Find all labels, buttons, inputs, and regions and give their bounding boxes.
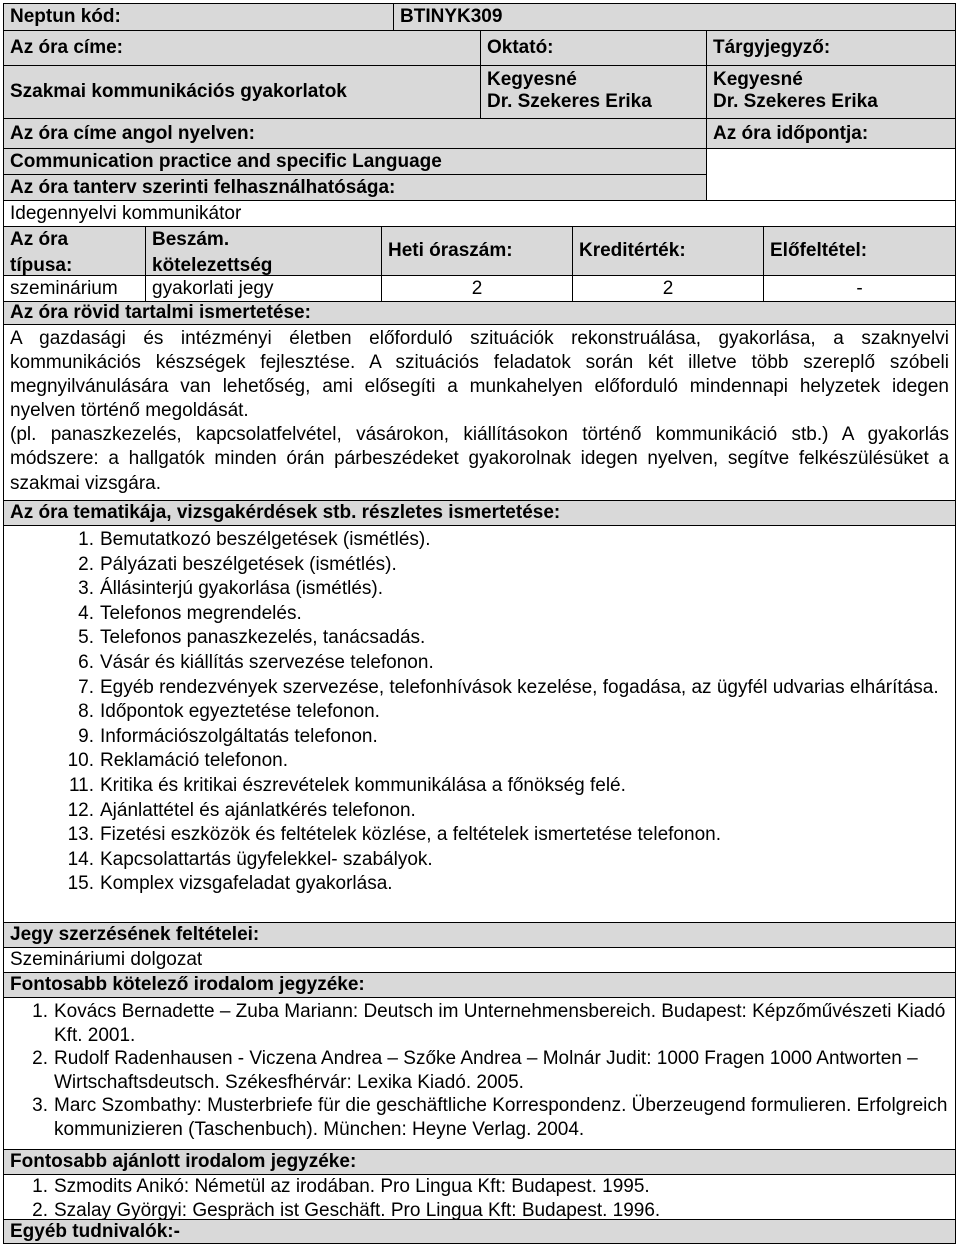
topic-item-text: Komplex vizsgafeladat gyakorlása. [100,873,393,895]
topic-item-number: 4. [78,602,94,624]
prerequisite-label: Előfeltétel: [763,226,956,276]
recommended-literature-item-text: Szmodits Anikó: Németül az irodában. Pro Lingua Kft: Budapest. 1995. [54,1176,650,1197]
required-literature-item-text: Kovács Bernadette – Zuba Mariann: Deutsch im Unternehmensbereich. Budapest: Képzőművészeti Kiadó Kft. 2001. [54,1001,946,1046]
required-literature-item [14,1094,949,1141]
prerequisite-value: - [763,275,956,302]
topic-item-text: Bemutatkozó beszélgetések (ismétlés). [100,529,431,550]
required-literature-body [3,997,956,1150]
course-type-label-line-2: típusa: [10,255,73,276]
teacher-name-line-2: Dr. Szekeres Erika [487,91,652,112]
required-literature-item-number: 1. [32,1001,48,1022]
topic-item-text: Kapcsolattartás ügyfelekkel- szabályok. [100,848,433,870]
topic-item-text: Vásár és kiállítás szervezése telefonon. [100,651,434,673]
required-literature-list [14,1000,949,1141]
topic-item [60,799,949,824]
topic-item-text: Információszolgáltatás telefonon. [100,725,378,747]
usage-value: Idegennyelvi kommunikátor [3,200,956,227]
required-literature-label: Fontosabb kötelező irodalom jegyzéke: [3,972,956,998]
teacher-label: Oktató: [480,30,707,66]
obligation-label-line-2: kötelezettség [152,255,273,276]
topic-item-text: Állásinterjú gyakorlása (ismétlés). [100,578,383,600]
topic-item-number: 11. [68,774,94,796]
topic-item-number: 5. [78,627,94,649]
topic-item [60,676,949,701]
other-info-label: Egyéb tudnivalók:- [3,1219,956,1244]
required-literature-item-number: 2. [32,1048,48,1069]
topics-list [60,528,949,897]
required-literature-item [14,1047,949,1094]
topic-item-text: Ajánlattétel és ajánlatkérés telefonon. [100,799,416,821]
course-time-label: Az óra időpontja: [706,118,956,149]
recommended-literature-item [14,1199,949,1221]
topic-item-number: 14. [67,848,94,870]
recommended-literature-item-text: Szalay Györgyi: Gespräch ist Geschäft. Pro Lingua Kft: Budapest. 1996. [54,1199,661,1220]
topic-item [60,872,949,897]
english-title-value: Communication practice and specific Language [3,148,707,175]
topic-item [60,577,949,602]
recommended-literature-item [14,1175,949,1199]
topic-item-text: Telefonos megrendelés. [100,602,302,624]
course-type-value: szeminárium [3,275,146,302]
grading-label: Jegy szerzésének feltételei: [3,922,956,948]
topic-item [60,528,949,553]
responsible-label: Tárgyjegyző: [706,30,956,66]
course-type-label [3,226,146,276]
topic-item-number: 10. [67,750,94,772]
topic-item-text: Kritika és kritikai észrevételek kommunikálása a főnökség felé. [100,774,626,796]
grading-value: Szemináriumi dolgozat [3,947,956,973]
topics-body [3,525,956,923]
recommended-literature-label: Fontosabb ajánlott irodalom jegyzéke: [3,1149,956,1175]
topic-item [60,774,949,799]
topic-item [60,848,949,873]
obligation-label-line-1: Beszám. [152,229,230,250]
topic-item [60,626,949,651]
required-literature-item-text: Rudolf Radenhausen - Viczena Andrea – Szőke Andrea – Molnár Judit: 1000 Fragen 1000 Antworten – Wirtschaftsdeutsch. Székesfhérvár: Lexika Kiadó. 2005. [54,1048,918,1093]
obligation-label [145,226,382,276]
neptun-code-value: BTINYK309 [393,3,956,31]
english-title-label: Az óra címe angol nyelven: [3,118,707,149]
course-syllabus-form [3,3,956,1244]
course-title-value: Szakmai kommunikációs gyakorlatok [3,65,481,119]
summary-body [3,324,956,501]
recommended-literature-list [14,1175,949,1220]
responsible-name-line-2: Dr. Szekeres Erika [713,91,878,112]
topic-item [60,651,949,676]
topic-item-text: Egyéb rendezvények szervezése, telefonhívások kezelése, fogadása, az ügyfél udvarias elhárítása. [100,676,939,698]
required-literature-item [14,1000,949,1047]
topic-item-number: 8. [78,701,94,723]
topic-item-number: 7. [78,676,94,698]
summary-paragraph-1: A gazdasági és intézményi életben előforduló szituációk rekonstruálása, gyakorlása, a szaknyelvi kommunikációs készségek fejlesztése. A szituációs feladatok során két illetve több szereplő szóbeli megnyilvánulására van lehetőség, ami elősegíti a munkahelyen előforduló mindennapi helyzetek idegen nyelven történő megoldását. [10,328,949,422]
credit-label: Kreditérték: [572,226,764,276]
topic-item [60,700,949,725]
weekly-hours-value: 2 [381,275,573,302]
topics-label: Az óra tematikája, vizsgakérdések stb. részletes ismertetése: [3,500,956,526]
course-title-label: Az óra címe: [3,30,481,66]
teacher-value [480,65,707,119]
topic-item [60,823,949,848]
topic-item-text: Pályázati beszélgetések (ismétlés). [100,553,397,575]
course-type-label-line-1: Az óra [10,229,69,250]
teacher-name-line-1: Kegyesné [487,69,577,90]
topic-item-text: Fizetési eszközök és feltételek közlése, a feltételek ismertetése telefonon. [100,824,721,846]
summary-paragraph-2: (pl. panaszkezelés, kapcsolatfelvétel, vásárokon, kiállításokon történő kommunikáció stb.) A gyakorlás módszere: a hallgatók minden órán párbeszédeket gyakorolnak idegen nyelven, segítve felkészülésüket a szakmai vizsgára. [10,424,949,494]
responsible-name-line-1: Kegyesné [713,69,803,90]
topic-item [60,602,949,627]
topic-item-number: 1. [78,529,94,550]
responsible-value [706,65,956,119]
recommended-literature-body [3,1174,956,1220]
topic-item-number: 15. [67,873,94,895]
neptun-code-label: Neptun kód: [3,3,394,31]
usage-label: Az óra tanterv szerinti felhasználhatósága: [3,174,707,201]
topic-item [60,749,949,774]
obligation-value: gyakorlati jegy [145,275,382,302]
required-literature-item-text: Marc Szombathy: Musterbriefe für die geschäftliche Korrespondenz. Überzeugend formulieren. Erfolgreich kommunizieren (Taschenbuch). München: Heyne Verlag. 2004. [54,1095,948,1140]
topic-item-number: 9. [78,725,94,747]
recommended-literature-item-number: 1. [32,1176,48,1197]
topic-item [60,553,949,578]
topic-item-text: Időpontok egyeztetése telefonon. [100,701,380,723]
weekly-hours-label: Heti óraszám: [381,226,573,276]
topic-item-number: 13. [67,824,94,846]
topic-item [60,725,949,750]
topic-item-number: 2. [78,553,94,575]
topic-item-number: 3. [78,578,94,600]
topic-item-number: 6. [78,651,94,673]
topic-item-text: Telefonos panaszkezelés, tanácsadás. [100,627,426,649]
course-time-value [706,148,956,201]
summary-label: Az óra rövid tartalmi ismertetése: [3,301,956,325]
topic-item-text: Reklamáció telefonon. [100,750,288,772]
topic-item-number: 12. [67,799,94,821]
recommended-literature-item-number: 2. [32,1199,48,1220]
credit-value: 2 [572,275,764,302]
required-literature-item-number: 3. [32,1095,48,1116]
